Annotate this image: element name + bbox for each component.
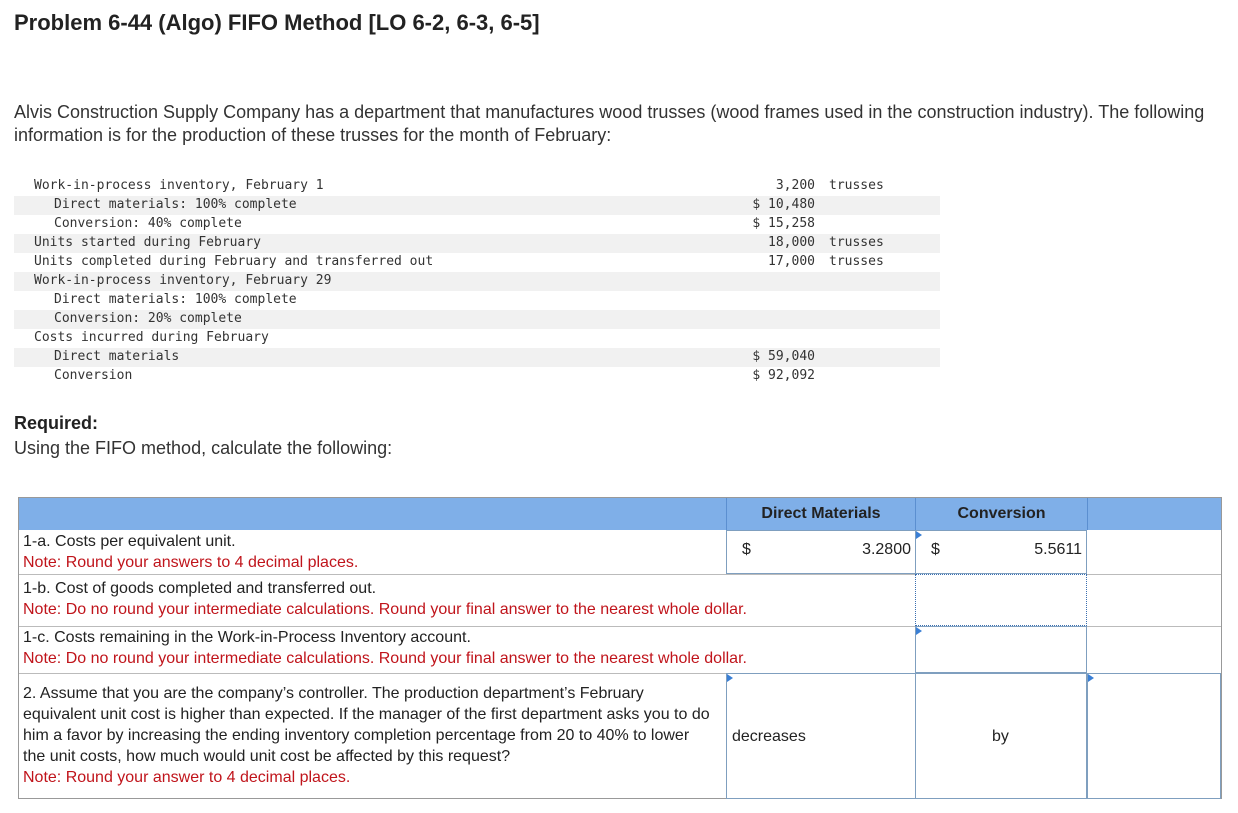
problem-intro: Alvis Construction Supply Company has a department that manufactures wood trusses (wood frames used in the construction industry). The following information is for the production of these trusses for the month of February: [14, 102, 1205, 145]
unit-cost-change-input[interactable] [1087, 673, 1221, 799]
question-2: 2. Assume that you are the company’s controller. The production department’s February equivalent unit cost is higher than expected. If the manager of the first department asks you to do him a favor by increasing the ending inventory completion percentage from 20 to 40% to lower the unit costs, how much would unit cost be affected by this request? Note: Round your answer to 4 decimal places. [23, 685, 710, 786]
costs-remaining-wip-input[interactable] [915, 626, 1087, 673]
given-row: Work-in-process inventory, February 29 [14, 272, 940, 291]
given-data-table [14, 177, 940, 386]
by-label-cell: by [915, 673, 1087, 799]
column-header-conversion: Conversion [957, 505, 1046, 522]
answer-table-header [19, 498, 1221, 530]
given-row: Conversion $ 92,092 [54, 368, 815, 383]
column-header-direct-materials: Direct Materials [761, 505, 881, 522]
given-row: Work-in-process inventory, February 1 3,200 trusses [34, 178, 884, 193]
dropdown-marker-icon [727, 674, 733, 682]
given-row: Direct materials: 100% complete [54, 292, 297, 307]
dropdown-marker-icon [916, 531, 922, 539]
dropdown-marker-icon [1088, 674, 1094, 682]
given-row: Costs incurred during February [34, 330, 269, 345]
given-row: Conversion: 20% complete [14, 310, 940, 329]
dropdown-marker-icon [916, 627, 922, 635]
given-row: Direct materials $ 59,040 [14, 348, 940, 367]
required-heading: Required: [14, 413, 99, 433]
unit-cost-effect-select[interactable]: decreases [726, 673, 916, 799]
given-row: Units started during February 18,000 trusses [14, 234, 940, 253]
question-1a: 1-a. Costs per equivalent unit. Note: Round your answers to 4 decimal places. [23, 533, 359, 571]
question-1b: 1-b. Cost of goods completed and transferred out. Note: Do no round your intermediate calculations. Round your final answer to the nearest whole dollar. [23, 580, 747, 618]
required-text: Using the FIFO method, calculate the following: [14, 438, 393, 458]
page-title: Problem 6-44 (Algo) FIFO Method [LO 6-2, 6-3, 6-5] [14, 10, 540, 35]
given-row: Direct materials: 100% complete $ 10,480 [14, 196, 940, 215]
cost-transferred-out-input[interactable] [915, 574, 1087, 626]
question-1c: 1-c. Costs remaining in the Work-in-Process Inventory account. Note: Do no round your intermediate calculations. Round your final answer to the nearest whole dollar. [23, 629, 747, 667]
cost-per-unit-conversion-input[interactable]: $ 5.5611 [915, 530, 1087, 574]
given-row: Conversion: 40% complete $ 15,258 [54, 216, 815, 231]
cost-per-unit-dm-input[interactable]: $ 3.2800 [726, 530, 916, 574]
given-row: Units completed during February and transferred out 17,000 trusses [34, 254, 884, 269]
answer-table [18, 497, 1222, 799]
